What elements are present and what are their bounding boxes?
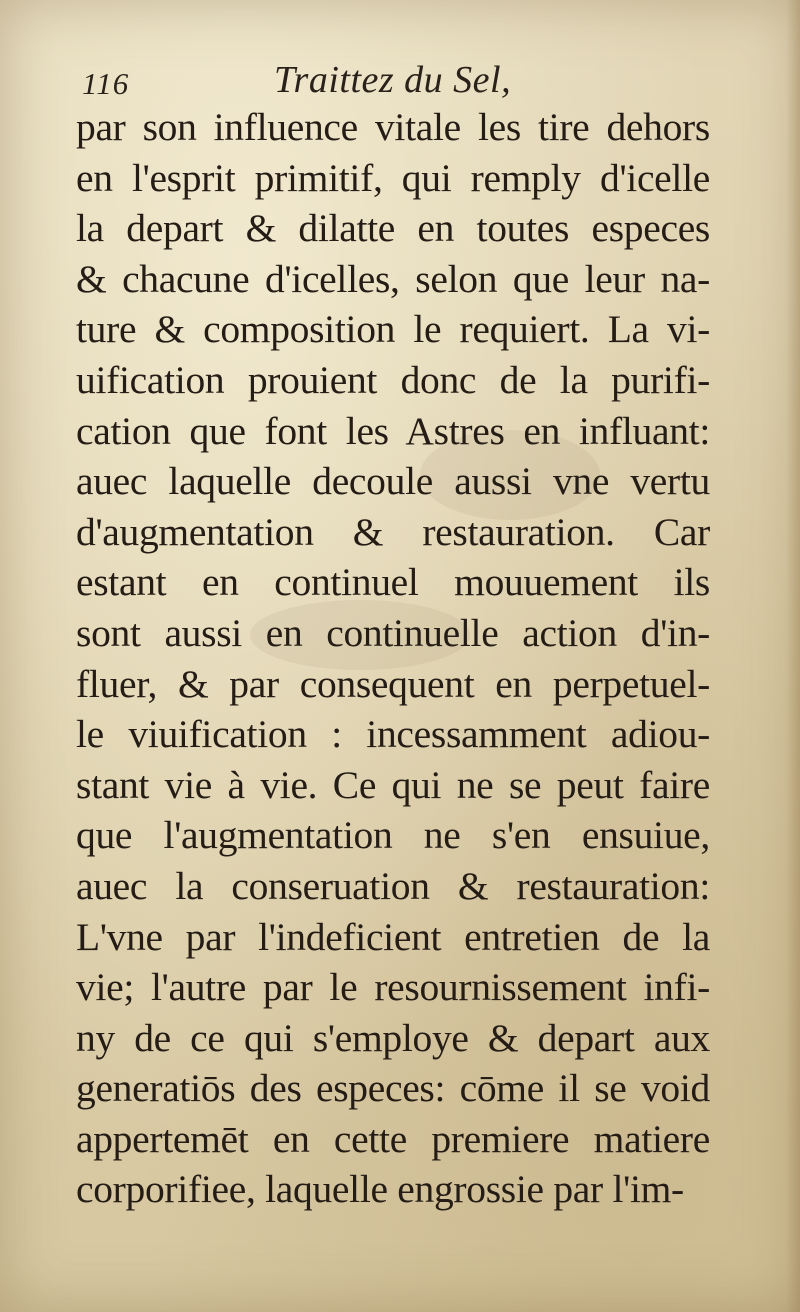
text-line: cation que font les Astres en influant: — [76, 408, 710, 453]
text-line: stant vie à vie. Ce qui ne se peut faire — [76, 762, 710, 807]
text-line: d'augmentation & restauration. Car — [76, 509, 710, 554]
text-line: corporifiee, laquelle engrossie par l'im- — [76, 1167, 684, 1212]
text-line: generatiōs des especes: cōme il se void — [76, 1066, 710, 1111]
text-line: ny de ce qui s'employe & depart aux — [76, 1015, 710, 1060]
text-line: appertemēt en cette premiere matiere — [76, 1116, 710, 1161]
text-line: fluer, & par consequent en perpetuel- — [76, 661, 710, 706]
page-header — [82, 58, 740, 108]
text-line: ture & composition le requiert. La vi- — [76, 307, 710, 352]
page-number: 116 — [82, 66, 130, 101]
text-line: en l'esprit primitif, qui remply d'icelle — [76, 155, 710, 200]
text-line: le viuification : incessamment adiou- — [76, 712, 710, 757]
text-line: que l'augmentation ne s'en ensuiue, — [76, 813, 710, 858]
text-line: auec la conseruation & restauration: — [76, 863, 710, 908]
page-edge-shadow — [786, 0, 800, 1312]
text-line: L'vne par l'indeficient entretien de la — [76, 914, 710, 959]
text-line: sont aussi en continuelle action d'in- — [76, 610, 710, 655]
running-title: Traittez du Sel, — [274, 59, 512, 101]
text-line: par son influence vitale les tire dehors — [76, 105, 710, 149]
text-line: estant en continuel mouuement ils — [76, 560, 710, 605]
body-text — [76, 102, 710, 1215]
text-line: auec laquelle decoule aussi vne vertu — [76, 459, 710, 504]
text-line: uification prouient donc de la purifi- — [76, 357, 710, 402]
text-line: & chacune d'icelles, selon que leur na- — [76, 256, 710, 301]
text-line: vie; l'autre par le resournissement infi- — [76, 965, 710, 1010]
text-line: la depart & dilatte en toutes especes — [76, 206, 710, 251]
